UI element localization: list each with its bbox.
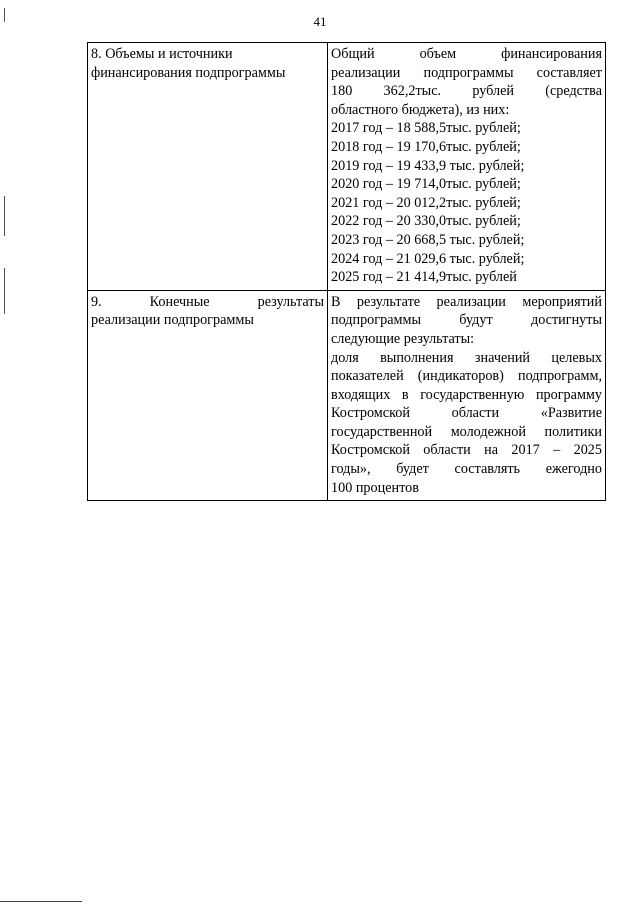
financing-text-line: реализации подпрограммы составляет xyxy=(331,64,602,81)
results-label-line: реализации подпрограммы xyxy=(91,312,254,329)
results-text-line: доля выполнения значений целевых xyxy=(331,349,602,366)
year-amount-item: 2023 год – 20 668,5 тыс. рублей; xyxy=(331,231,525,248)
table-row-results xyxy=(88,290,606,501)
financing-text-line: 180 362,2тыс. рублей (средства xyxy=(331,83,602,100)
year-amount-item: 2022 год – 20 330,0тыс. рублей; xyxy=(331,213,521,230)
results-text-line: В результате реализации мероприятий xyxy=(331,293,602,310)
scan-edge-mark-bottom xyxy=(0,901,82,902)
results-text-line: следующие результаты: xyxy=(331,330,475,347)
scan-edge-mark-lower xyxy=(4,268,5,314)
financing-text-line: Общий объем финансирования xyxy=(331,46,602,62)
financing-label: 8. Объемы и источники финансирования подпрограммы xyxy=(91,46,286,81)
results-text-line: показателей (индикаторов) подпрограмм, xyxy=(331,368,602,385)
results-text-line: Костромской области на 2017 – 2025 xyxy=(331,442,602,459)
results-text-line: годы», будет составлять ежегодно xyxy=(331,461,602,478)
year-amount-item: 2020 год – 19 714,0тыс. рублей; xyxy=(331,176,521,193)
financing-label-cell xyxy=(88,43,328,291)
year-amount-item: 2019 год – 19 433,9 тыс. рублей; xyxy=(331,157,525,174)
results-text-line: входящих в государственную программу xyxy=(331,386,602,403)
table-row-financing xyxy=(88,43,606,291)
page-number: 41 xyxy=(313,14,327,29)
year-amount-item: 2017 год – 18 588,5тыс. рублей; xyxy=(331,120,521,137)
results-text-line: подпрограммы будут достигнуты xyxy=(331,312,602,329)
year-amount-item: 2018 год – 19 170,6тыс. рублей; xyxy=(331,138,521,155)
financing-value-cell xyxy=(328,43,606,291)
year-amount-item: 2025 год – 21 414,9тыс. рублей xyxy=(331,269,517,286)
results-label-cell xyxy=(88,290,328,501)
results-value-cell xyxy=(328,290,606,501)
scan-edge-mark-middle xyxy=(4,196,5,236)
year-amount-item: 2024 год – 21 029,6 тыс. рублей; xyxy=(331,250,525,267)
financing-text-line: областного бюджета), из них: xyxy=(331,101,510,118)
results-label-line: 9. Конечные результаты xyxy=(91,293,324,310)
passport-table xyxy=(87,42,606,501)
results-text-line: государственной молодежной политики xyxy=(331,423,602,440)
results-text-line: Костромской области «Развитие xyxy=(331,405,602,422)
year-amount-item: 2021 год – 20 012,2тыс. рублей; xyxy=(331,194,521,211)
results-text-line: 100 процентов xyxy=(331,479,419,496)
